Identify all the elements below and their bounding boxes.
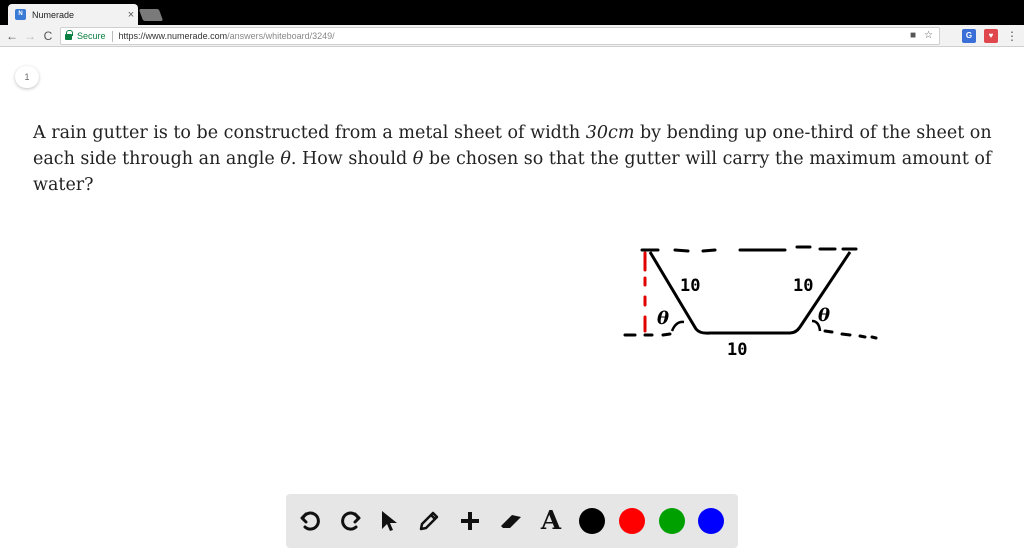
redo-icon bbox=[338, 509, 362, 533]
color-swatch bbox=[579, 508, 605, 534]
whiteboard-toolbar bbox=[286, 494, 738, 548]
color-red-button[interactable] bbox=[615, 504, 649, 538]
pocket-extension-icon[interactable]: ♥ bbox=[984, 29, 998, 43]
left-angle-arc bbox=[672, 322, 684, 331]
problem-text-part: . How should bbox=[290, 149, 413, 169]
back-icon[interactable]: ← bbox=[6, 29, 18, 43]
right-side-label: 10 bbox=[793, 276, 814, 296]
divider bbox=[112, 31, 113, 42]
eraser-tool[interactable] bbox=[494, 504, 528, 538]
lock-icon bbox=[65, 34, 72, 40]
color-swatch bbox=[619, 508, 645, 534]
pointer-icon bbox=[377, 509, 401, 533]
page-number-badge[interactable]: 1 bbox=[15, 66, 39, 88]
right-angle-label: θ bbox=[818, 305, 831, 326]
theta-symbol: θ bbox=[280, 149, 291, 169]
undo-icon bbox=[299, 509, 323, 533]
bookmark-star-icon[interactable]: ☆ bbox=[924, 30, 933, 41]
color-swatch bbox=[698, 508, 724, 534]
color-swatch bbox=[659, 508, 685, 534]
undo-button[interactable] bbox=[294, 504, 328, 538]
color-black-button[interactable] bbox=[575, 504, 609, 538]
gutter-sketch bbox=[600, 225, 900, 375]
numerade-favicon-icon: N bbox=[15, 9, 26, 20]
color-blue-button[interactable] bbox=[694, 504, 728, 538]
theta-symbol: θ bbox=[412, 149, 424, 169]
secure-label: Secure bbox=[77, 31, 106, 41]
new-tab-button[interactable] bbox=[139, 9, 163, 21]
problem-text-part: A rain gutter is to be constructed from a metal sheet of width bbox=[33, 123, 586, 143]
problem-statement bbox=[33, 120, 1023, 198]
eraser-icon bbox=[498, 509, 524, 533]
pen-icon bbox=[417, 509, 441, 533]
forward-icon[interactable]: → bbox=[24, 29, 36, 43]
problem-text-part: by bending up one-third of the sheet on each side through an angle bbox=[33, 123, 992, 169]
text-icon: A bbox=[540, 506, 562, 536]
url-path: /answers/whiteboard/3249/ bbox=[227, 31, 335, 41]
cast-icon[interactable]: ■ bbox=[909, 30, 917, 41]
address-bar[interactable] bbox=[60, 27, 940, 45]
problem-text-part: be chosen so that the gutter will carry the maximum amount of water? bbox=[33, 149, 992, 195]
reload-icon[interactable]: C bbox=[43, 29, 53, 43]
browser-menu-icon[interactable]: ⋮ bbox=[1006, 29, 1018, 43]
pen-tool[interactable] bbox=[412, 504, 446, 538]
left-angle-label: θ bbox=[657, 308, 670, 329]
grammarly-extension-icon[interactable]: G bbox=[962, 29, 976, 43]
add-tool[interactable] bbox=[453, 504, 487, 538]
color-green-button[interactable] bbox=[655, 504, 689, 538]
left-side-label: 10 bbox=[680, 276, 701, 296]
browser-tab[interactable] bbox=[8, 4, 138, 25]
tab-close-icon[interactable]: × bbox=[127, 8, 135, 21]
browser-toolbar bbox=[0, 25, 1024, 47]
redo-button[interactable] bbox=[333, 504, 367, 538]
tab-strip bbox=[0, 0, 1024, 25]
text-tool[interactable] bbox=[534, 504, 568, 538]
pointer-tool[interactable] bbox=[372, 504, 406, 538]
plus-icon bbox=[458, 509, 482, 533]
top-dashed-line bbox=[642, 247, 856, 251]
tab-title: Numerade bbox=[32, 9, 75, 20]
url-host: https://www.numerade.com bbox=[118, 31, 228, 41]
width-value: 30cm bbox=[585, 123, 635, 143]
bottom-label: 10 bbox=[727, 340, 748, 360]
